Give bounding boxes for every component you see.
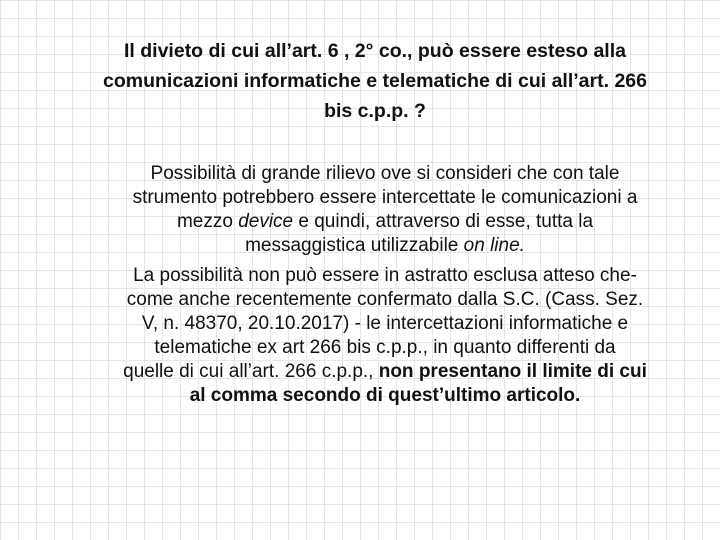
slide-body: [60, 162, 710, 414]
paragraph-2-line-3: V, n. 48370, 20.10.2017) - le intercettazioni informatiche e: [141, 313, 629, 334]
paragraph-1-line-4: [60, 234, 710, 258]
italic-term-online: on line.: [463, 235, 525, 256]
paragraph-1-line-2: strumento potrebbero essere intercettate le comunicazioni a: [132, 187, 638, 208]
paragraph-2-line-1: La possibilità non può essere in astratto esclusa atteso che-: [133, 265, 637, 286]
title-line-3: bis c.p.p. ?: [324, 100, 426, 122]
bold-conclusion: al comma secondo di quest’ultimo articolo.: [189, 385, 581, 406]
text-segment: quelle di cui all’art. 266 c.p.p.,: [123, 361, 379, 382]
text-segment: e quindi, attraverso di esse, tutta la: [293, 211, 594, 232]
italic-term-device: device: [238, 211, 294, 232]
text-segment: messaggistica utilizzabile: [245, 235, 464, 256]
paragraph-2-line-5: [60, 360, 710, 384]
title-line-2: comunicazioni informatiche e telematiche di cui all’art. 266: [102, 70, 647, 92]
paragraph-1: [60, 162, 710, 258]
slide-title: [60, 36, 690, 126]
text-segment: mezzo: [176, 211, 239, 232]
paragraph-1-line-3: [60, 210, 710, 234]
title-line-1: Il divieto di cui all’art. 6 , 2° co., può essere esteso alla: [124, 40, 626, 62]
paragraph-2-line-6: [60, 384, 710, 408]
bold-conclusion: non presentano il limite di cui: [378, 361, 647, 382]
paragraph-1-line-1: Possibilità di grande rilievo ove si consideri che con tale: [150, 163, 620, 184]
paragraph-2-line-4: telematiche ex art 266 bis c.p.p., in quanto differenti da: [154, 337, 616, 358]
paragraph-2-line-2: come anche recentemente confermato dalla S.C. (Cass. Sez.: [126, 289, 644, 310]
paragraph-2: [60, 264, 710, 408]
